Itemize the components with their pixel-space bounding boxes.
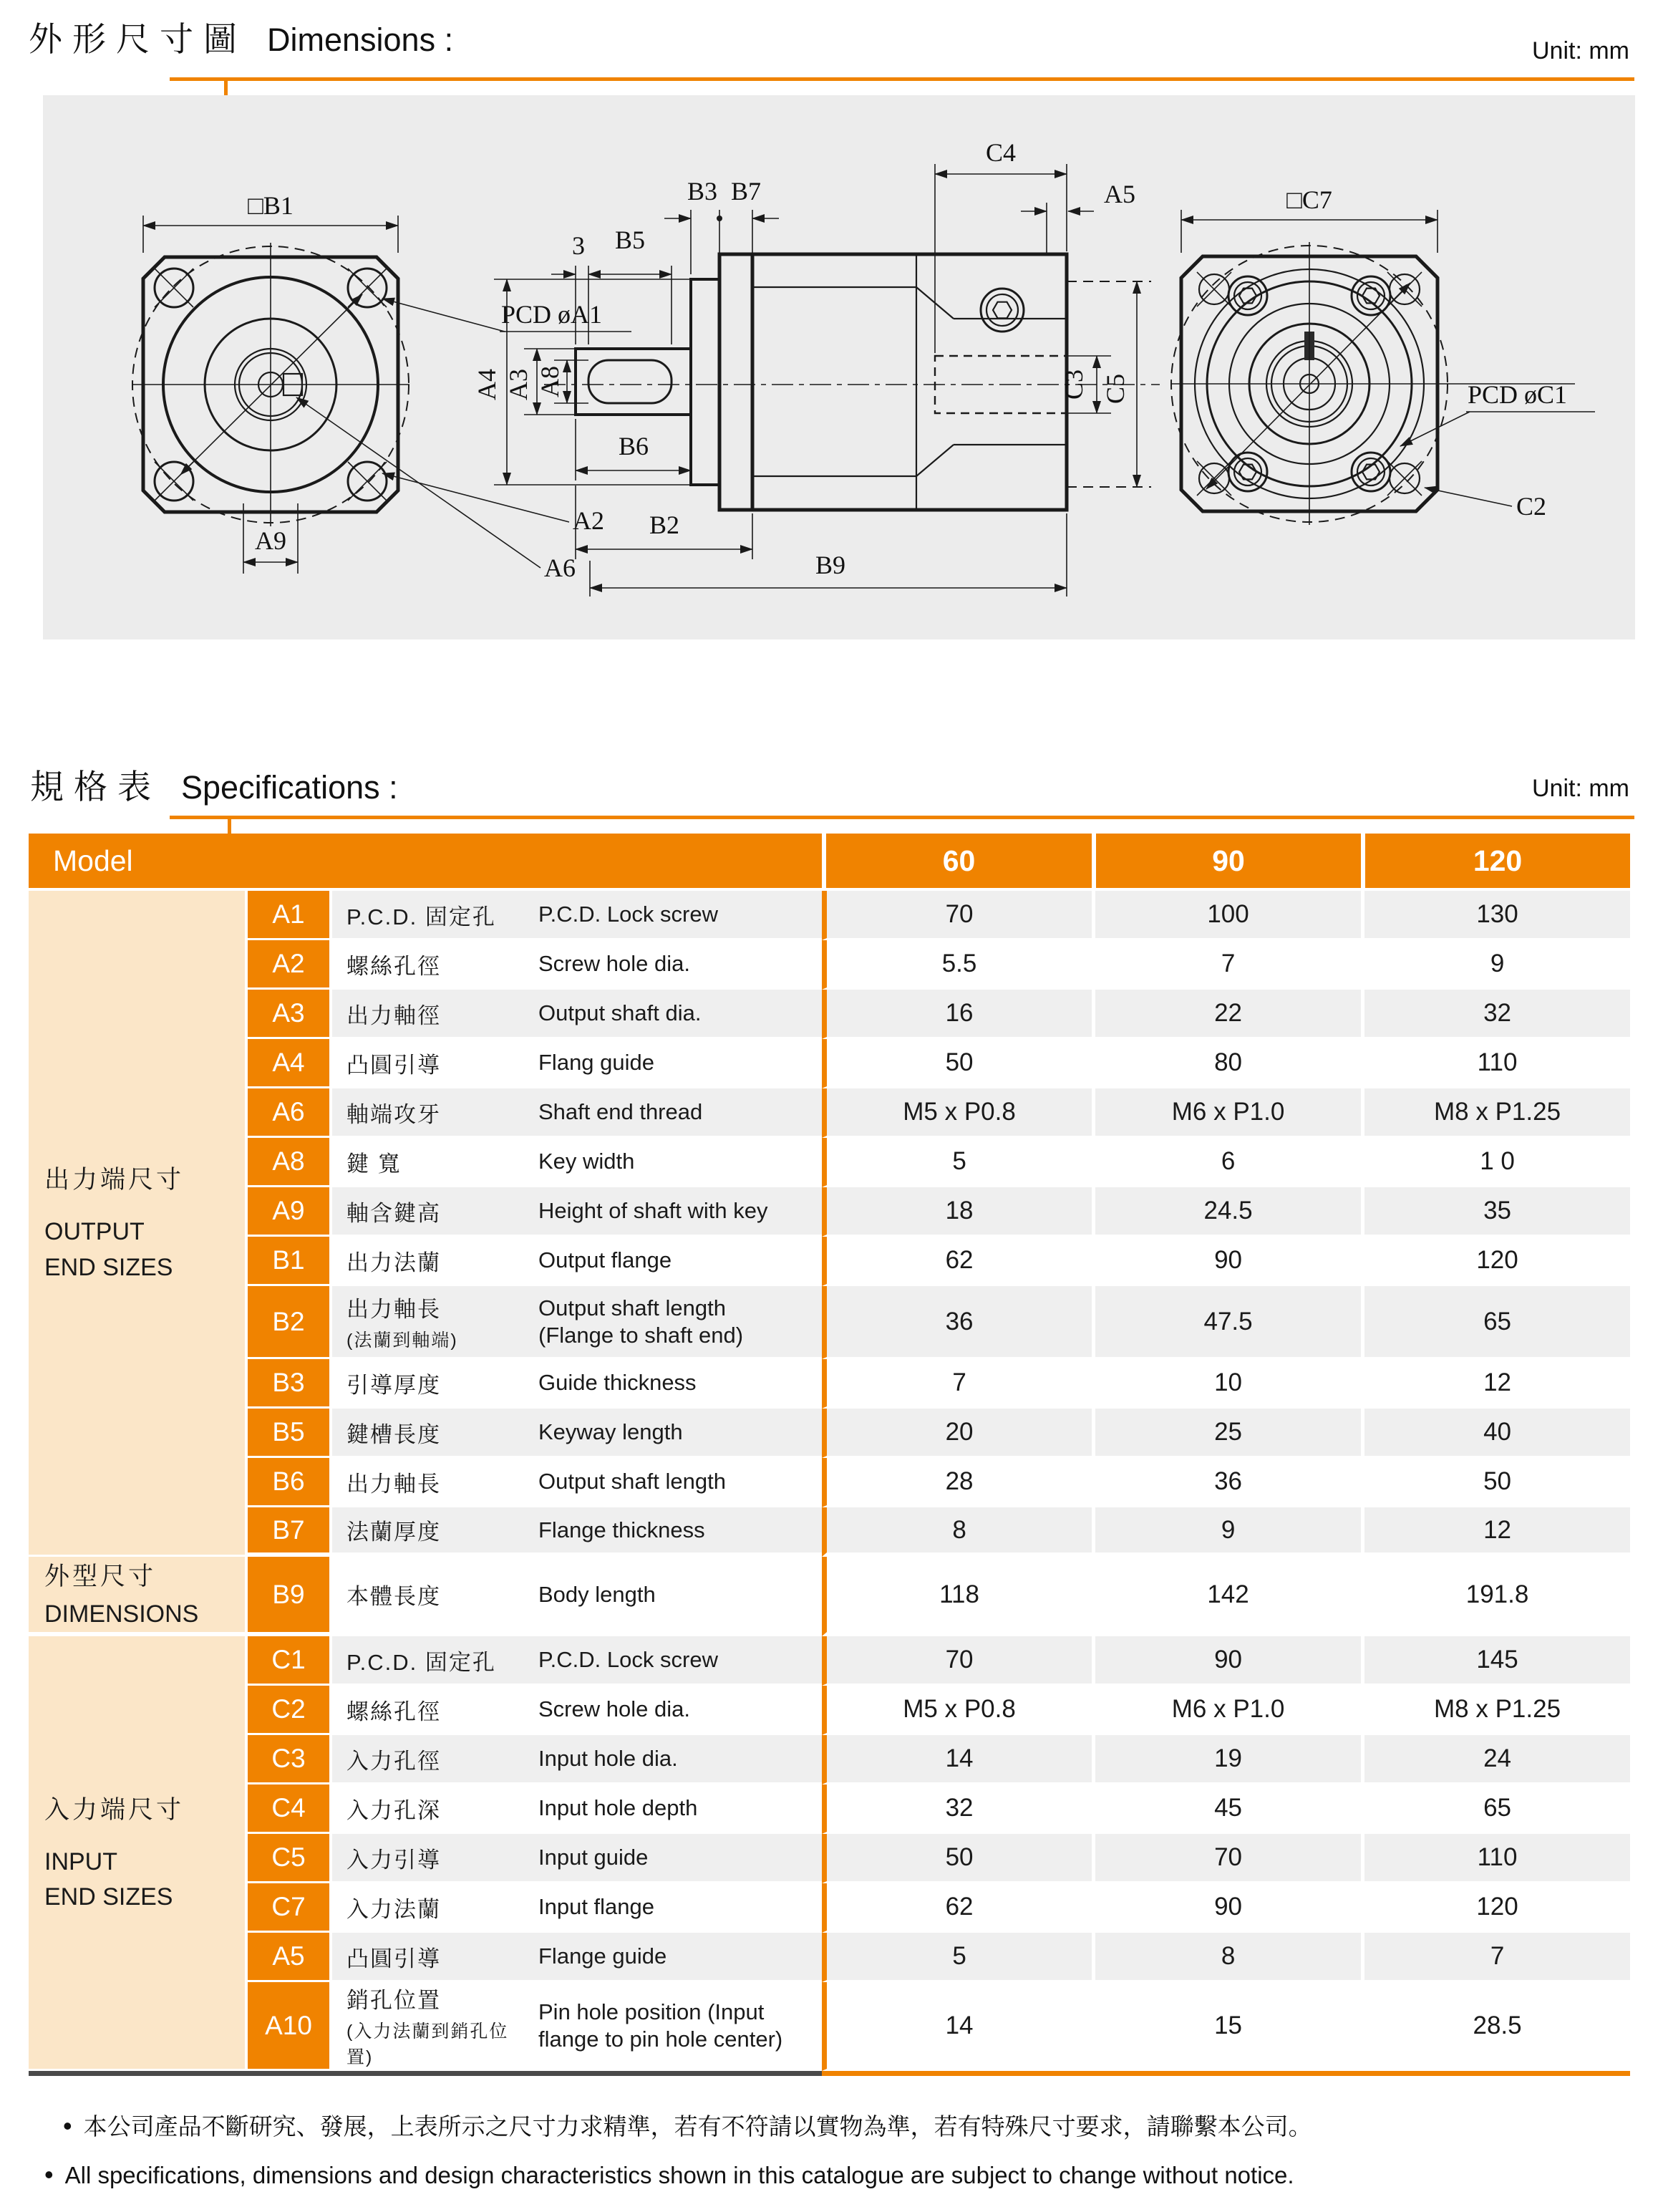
table-header-row [29, 834, 1630, 891]
table-row-a2 [29, 940, 1630, 990]
table-row-a8 [29, 1138, 1630, 1187]
row-code: C3 [245, 1735, 332, 1784]
row-desc-zh: P.C.D. 固定孔 [332, 891, 534, 940]
dim-label-a5: A5 [1104, 180, 1135, 208]
model-header-cell: Model [29, 834, 822, 891]
row-desc-zh: 出力法蘭 [332, 1237, 534, 1286]
dimensions-title-en: Dimensions : [267, 21, 454, 58]
row-code: A10 [245, 1982, 332, 2071]
table-row-a9 [29, 1187, 1630, 1237]
value-60: 5.5 [822, 940, 1092, 990]
model-column-120: 120 [1361, 834, 1630, 891]
value-90: 8 [1092, 1933, 1361, 1982]
specifications-section-title [30, 760, 398, 808]
value-60: 62 [822, 1883, 1092, 1933]
row-desc-zh: 本體長度 [332, 1557, 534, 1636]
row-desc-en: P.C.D. Lock screw [534, 891, 822, 940]
specifications-unit-label: Unit: mm [1532, 775, 1629, 802]
row-code: A1 [245, 891, 332, 940]
dim-label-b9: B9 [815, 551, 846, 579]
value-60: 36 [822, 1286, 1092, 1359]
specifications-title-zh: 規格表 [30, 768, 161, 806]
table-row-b7 [29, 1507, 1630, 1557]
bullet-icon: • [44, 2160, 54, 2189]
value-120: 32 [1361, 990, 1630, 1039]
row-desc-zh: 螺絲孔徑 [332, 1686, 534, 1735]
group-cell-input-end-sizes [29, 1636, 245, 2071]
value-60: 5 [822, 1933, 1092, 1982]
dim-label-a9: A9 [255, 526, 286, 555]
group-label-en: INPUT END SIZES [44, 1848, 173, 1911]
row-code: B1 [245, 1237, 332, 1286]
value-90: M6 x P1.0 [1092, 1088, 1361, 1138]
table-row-a6 [29, 1088, 1630, 1138]
table-row-b6 [29, 1458, 1630, 1507]
row-code: A8 [245, 1138, 332, 1187]
row-code: B7 [245, 1507, 332, 1557]
row-desc-en: Flange guide [534, 1933, 822, 1982]
value-90: 19 [1092, 1735, 1361, 1784]
value-120: M8 x P1.25 [1361, 1088, 1630, 1138]
value-60: 50 [822, 1039, 1092, 1088]
side-hex-screw [981, 289, 1024, 332]
value-60: 32 [822, 1784, 1092, 1834]
row-desc-en: Body length [534, 1557, 822, 1636]
row-desc-zh: 鍵 寬 [332, 1138, 534, 1187]
dimensions-unit-label: Unit: mm [1532, 37, 1629, 64]
table-row-c1 [29, 1636, 1630, 1686]
table-row-c2 [29, 1686, 1630, 1735]
row-desc-en: Guide thickness [534, 1359, 822, 1409]
gearbox-dimension-drawing [43, 95, 1635, 639]
value-60: 70 [822, 891, 1092, 940]
row-desc-en: Input guide [534, 1834, 822, 1883]
row-desc-zh: 軸端攻牙 [332, 1088, 534, 1138]
value-120: M8 x P1.25 [1361, 1686, 1630, 1735]
table-row-b1 [29, 1237, 1630, 1286]
value-90: 22 [1092, 990, 1361, 1039]
table-row-c4 [29, 1784, 1630, 1834]
dim-label-b5: B5 [614, 226, 646, 254]
model-column-90: 90 [1092, 834, 1361, 891]
dim-label-b2: B2 [649, 511, 680, 539]
row-desc-zh: P.C.D. 固定孔 [332, 1636, 534, 1686]
bottom-border-dark [29, 2071, 822, 2076]
dim-label-a4: A4 [472, 369, 501, 400]
group-label-zh: 入力端尺寸 [44, 1796, 185, 1824]
value-60: 14 [822, 1982, 1092, 2071]
dim-label-a6: A6 [544, 554, 576, 582]
row-code: A5 [245, 1933, 332, 1982]
dim-label-pcd-c1: PCD øC1 [1468, 380, 1568, 409]
value-90: 90 [1092, 1237, 1361, 1286]
dim-label-a2: A2 [573, 506, 604, 535]
dim-label-pcd-a1: PCD øA1 [501, 300, 603, 329]
note-chinese: • 本公司產品不斷研究、發展，上表所示之尺寸力求精準，若有不符請以實物為準，若有特殊尺寸要求，請聯繫本公司。 [63, 2111, 1312, 2140]
value-90: 90 [1092, 1883, 1361, 1933]
row-desc-en: Output shaft length [534, 1458, 822, 1507]
rear-view-drawing [1170, 185, 1595, 525]
value-60: 62 [822, 1237, 1092, 1286]
value-120: 130 [1361, 891, 1630, 940]
row-code: B5 [245, 1409, 332, 1458]
dim-label-c5: C5 [1101, 373, 1130, 405]
row-desc-zh: 螺絲孔徑 [332, 940, 534, 990]
value-120: 145 [1361, 1636, 1630, 1686]
group-label-zh: 外型尺寸 [44, 1563, 157, 1590]
specifications-title-tick [228, 816, 231, 834]
table-row-c5 [29, 1834, 1630, 1883]
value-120: 7 [1361, 1933, 1630, 1982]
value-90: 6 [1092, 1138, 1361, 1187]
value-90: 80 [1092, 1039, 1361, 1088]
value-120: 120 [1361, 1883, 1630, 1933]
bullet-icon: • [63, 2111, 72, 2140]
row-desc-zh: 出力軸長 (法蘭到軸端) [332, 1286, 534, 1359]
dim-label-c3: C3 [1060, 369, 1088, 400]
table-row-b3 [29, 1359, 1630, 1409]
model-column-60: 60 [822, 834, 1092, 891]
value-60: 8 [822, 1507, 1092, 1557]
bottom-border-orange [822, 2071, 1630, 2076]
specifications-table [29, 834, 1630, 2076]
row-desc-zh: 法蘭厚度 [332, 1507, 534, 1557]
dimensions-section-title [29, 13, 453, 61]
row-code: A4 [245, 1039, 332, 1088]
row-code: C1 [245, 1636, 332, 1686]
value-60: 28 [822, 1458, 1092, 1507]
value-90: 36 [1092, 1458, 1361, 1507]
note-english: • All specifications, dimensions and design characteristics shown in this catalogue are subject to change without notice. [44, 2160, 1294, 2189]
dim-label-b3: B3 [687, 177, 718, 206]
value-90: 7 [1092, 940, 1361, 990]
table-bottom-border [29, 2071, 1630, 2076]
row-desc-en: Flange thickness [534, 1507, 822, 1557]
dim-label-b6: B6 [618, 432, 649, 460]
dim-label-b1: □B1 [248, 191, 294, 220]
row-desc-en: Screw hole dia. [534, 940, 822, 990]
row-desc-en: Key width [534, 1138, 822, 1187]
value-60: 50 [822, 1834, 1092, 1883]
value-60: M5 x P0.8 [822, 1088, 1092, 1138]
value-120: 35 [1361, 1187, 1630, 1237]
value-60: 18 [822, 1187, 1092, 1237]
row-code: C4 [245, 1784, 332, 1834]
table-row-a3 [29, 990, 1630, 1039]
value-120: 24 [1361, 1735, 1630, 1784]
row-desc-zh: 入力引導 [332, 1834, 534, 1883]
value-120: 50 [1361, 1458, 1630, 1507]
table-row-a5 [29, 1933, 1630, 1982]
table-row-a10 [29, 1982, 1630, 2071]
row-desc-zh: 入力法蘭 [332, 1883, 534, 1933]
value-120: 28.5 [1361, 1982, 1630, 2071]
table-row-b9 [29, 1557, 1630, 1636]
specifications-title-en: Specifications : [181, 769, 398, 806]
row-desc-en: Input hole depth [534, 1784, 822, 1834]
value-90: 100 [1092, 891, 1361, 940]
value-120: 1 0 [1361, 1138, 1630, 1187]
row-desc-zh: 凸圓引導 [332, 1039, 534, 1088]
value-90: 24.5 [1092, 1187, 1361, 1237]
row-code: B2 [245, 1286, 332, 1359]
value-90: 45 [1092, 1784, 1361, 1834]
row-desc-zh: 出力軸徑 [332, 990, 534, 1039]
value-90: 142 [1092, 1557, 1361, 1636]
row-desc-zh: 出力軸長 [332, 1458, 534, 1507]
table-row-b5 [29, 1409, 1630, 1458]
row-desc-en: Output shaft dia. [534, 990, 822, 1039]
row-desc-en: Keyway length [534, 1409, 822, 1458]
value-60: 16 [822, 990, 1092, 1039]
table-row-a4 [29, 1039, 1630, 1088]
dim-label-c7: □C7 [1286, 185, 1332, 214]
group-label-en: DIMENSIONS [44, 1600, 199, 1628]
value-120: 12 [1361, 1507, 1630, 1557]
row-code: A3 [245, 990, 332, 1039]
row-desc-zh: 軸含鍵高 [332, 1187, 534, 1237]
row-desc-zh: 鍵槽長度 [332, 1409, 534, 1458]
value-120: 120 [1361, 1237, 1630, 1286]
value-90: 15 [1092, 1982, 1361, 2071]
value-90: 9 [1092, 1507, 1361, 1557]
row-desc-en: Input flange [534, 1883, 822, 1933]
technical-drawing-panel [43, 95, 1635, 639]
value-90: 90 [1092, 1636, 1361, 1686]
dimensions-title-zh: 外形尺寸圖 [29, 20, 247, 58]
dim-label-c4: C4 [985, 138, 1017, 167]
value-60: 20 [822, 1409, 1092, 1458]
value-90: 10 [1092, 1359, 1361, 1409]
row-desc-en: P.C.D. Lock screw [534, 1636, 822, 1686]
value-90: 47.5 [1092, 1286, 1361, 1359]
dim-label-3: 3 [572, 231, 585, 260]
table-row-c3 [29, 1735, 1630, 1784]
row-code: A2 [245, 940, 332, 990]
specifications-title-rule [170, 816, 1634, 819]
value-60: 7 [822, 1359, 1092, 1409]
row-desc-en: Shaft end thread [534, 1088, 822, 1138]
value-90: 25 [1092, 1409, 1361, 1458]
value-60: 14 [822, 1735, 1092, 1784]
group-cell-dimensions [29, 1557, 245, 1636]
value-120: 65 [1361, 1286, 1630, 1359]
dim-label-a3: A3 [504, 369, 533, 400]
value-120: 191.8 [1361, 1557, 1630, 1636]
row-desc-zh: 銷孔位置 (入力法蘭到銷孔位置) [332, 1982, 534, 2071]
value-60: 5 [822, 1138, 1092, 1187]
value-60: 70 [822, 1636, 1092, 1686]
group-cell-output-end-sizes [29, 891, 245, 1557]
row-desc-zh: 入力孔徑 [332, 1735, 534, 1784]
row-desc-en: Input hole dia. [534, 1735, 822, 1784]
row-desc-zh: 凸圓引導 [332, 1933, 534, 1982]
table-row-b2 [29, 1286, 1630, 1359]
table-row-c7 [29, 1883, 1630, 1933]
row-code: B9 [245, 1557, 332, 1636]
value-90: M6 x P1.0 [1092, 1686, 1361, 1735]
dim-label-a8: A8 [535, 366, 564, 397]
dim-label-c2: C2 [1516, 492, 1547, 521]
row-desc-en: Output shaft length (Flange to shaft end) [534, 1286, 822, 1359]
row-desc-en: Height of shaft with key [534, 1187, 822, 1237]
value-120: 9 [1361, 940, 1630, 990]
value-120: 110 [1361, 1834, 1630, 1883]
specifications-table-container [29, 834, 1630, 2076]
dim-label-b7: B7 [730, 177, 762, 206]
row-desc-zh: 引導厚度 [332, 1359, 534, 1409]
row-desc-en: Screw hole dia. [534, 1686, 822, 1735]
value-120: 40 [1361, 1409, 1630, 1458]
row-desc-en: Output flange [534, 1237, 822, 1286]
value-60: M5 x P0.8 [822, 1686, 1092, 1735]
value-120: 110 [1361, 1039, 1630, 1088]
row-code: C7 [245, 1883, 332, 1933]
row-desc-en: Pin hole position (Input flange to pin hole center) [534, 1982, 822, 2071]
row-code: B3 [245, 1359, 332, 1409]
row-desc-zh: 入力孔深 [332, 1784, 534, 1834]
value-60: 118 [822, 1557, 1092, 1636]
row-code: C5 [245, 1834, 332, 1883]
dimensions-title-rule [170, 77, 1634, 81]
row-code: A9 [245, 1187, 332, 1237]
row-code: B6 [245, 1458, 332, 1507]
row-code: A6 [245, 1088, 332, 1138]
table-row-a1 [29, 891, 1630, 940]
side-view-drawing [472, 138, 1160, 597]
value-120: 12 [1361, 1359, 1630, 1409]
value-90: 70 [1092, 1834, 1361, 1883]
dimensions-title-tick [224, 77, 228, 97]
group-label-zh: 出力端尺寸 [44, 1166, 185, 1194]
row-code: C2 [245, 1686, 332, 1735]
value-120: 65 [1361, 1784, 1630, 1834]
group-label-en: OUTPUT END SIZES [44, 1218, 173, 1281]
row-desc-en: Flang guide [534, 1039, 822, 1088]
